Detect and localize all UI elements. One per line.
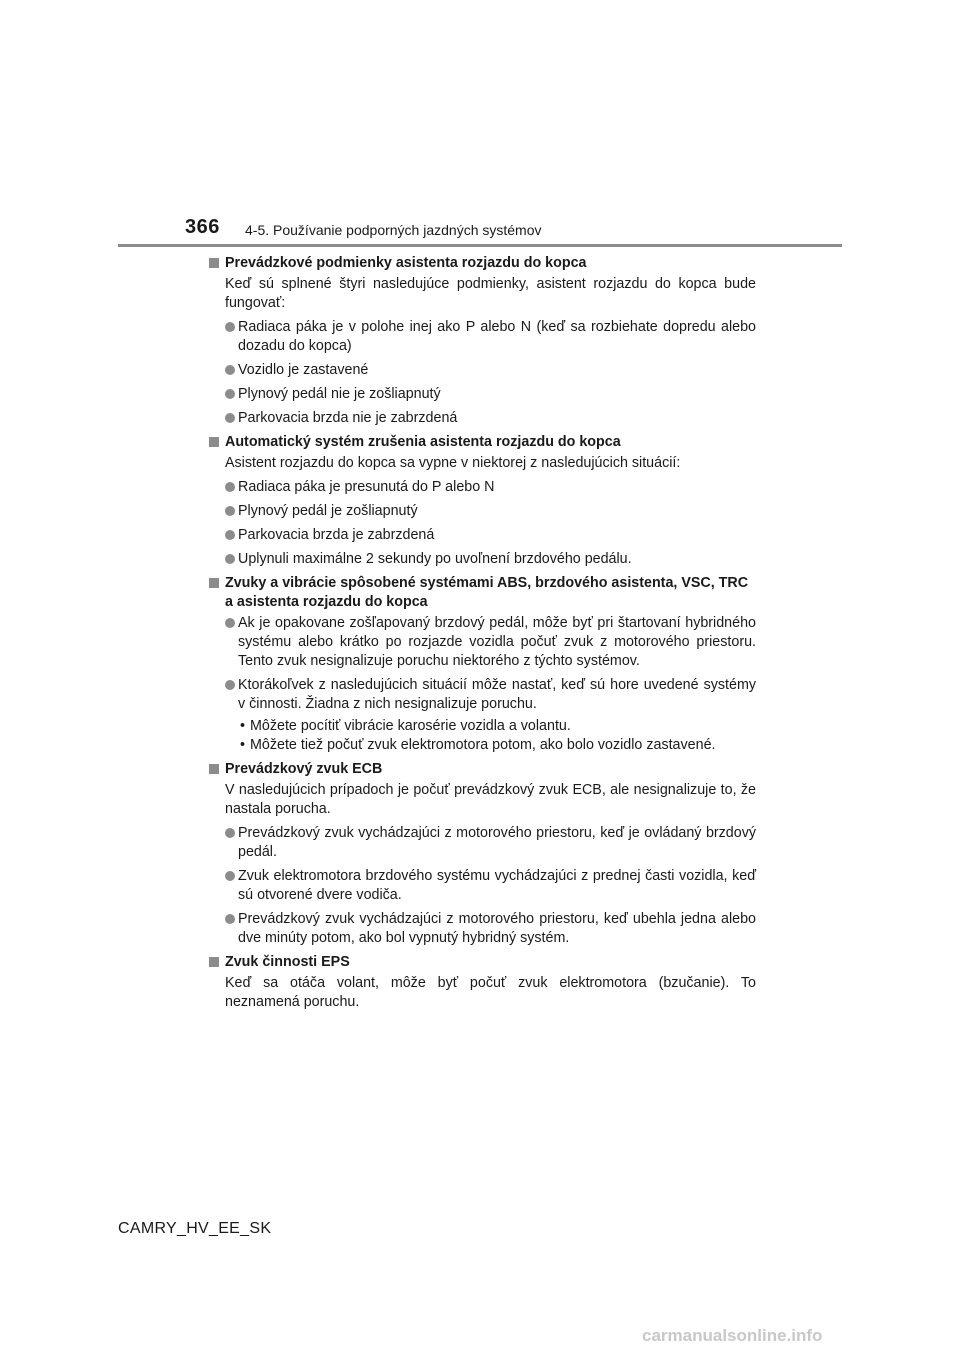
circle-bullet-icon bbox=[225, 914, 235, 924]
list-item: Zvuk elektromotora brzdového systému vychádzajúci z prednej časti vozidla, keď sú otvorené dvere vodiča. bbox=[208, 867, 756, 905]
sub-list-item: • Môžete pocítiť vibrácie karosérie vozidla a volantu. bbox=[240, 718, 571, 734]
page-header bbox=[0, 0, 960, 250]
circle-bullet-icon bbox=[225, 389, 235, 399]
list-item: Radiaca páka je v polohe inej ako P alebo N (keď sa rozbiehate dopredu alebo dozadu do kopca) bbox=[208, 318, 756, 356]
watermark: carmanualsonline.info bbox=[642, 1326, 823, 1345]
section-title: Prevádzkový zvuk ECB bbox=[208, 760, 756, 779]
list-item: Radiaca páka je presunutá do P alebo N bbox=[208, 478, 756, 497]
list-item: Vozidlo je zastavené bbox=[208, 361, 756, 380]
list-item: Prevádzkový zvuk vychádzajúci z motorového priestoru, keď je ovládaný brzdový pedál. bbox=[208, 824, 756, 862]
section-title: Zvuk činnosti EPS bbox=[208, 953, 756, 972]
list-item: Prevádzkový zvuk vychádzajúci z motorového priestoru, keď ubehla jedna alebo dve minúty potom, ako bol vypnutý hybridný systém. bbox=[208, 910, 756, 948]
list-item: Ak je opakovane zošľapovaný brzdový pedál, môže byť pri štartovaní hybridného systému alebo krátko po rozjazde vozidla počuť zvuk z motorového priestoru. Tento zvuk nesignalizuje poruchu niektorého z týchto systémov. bbox=[208, 614, 756, 671]
section-intro: Keď sú splnené štyri nasledujúce podmienky, asistent rozjazdu do kopca bude fungovať: bbox=[225, 276, 756, 311]
list-item: Plynový pedál je zošliapnutý bbox=[208, 502, 756, 521]
square-bullet-icon bbox=[209, 578, 219, 588]
section-intro: V nasledujúcich prípadoch je počuť prevádzkový zvuk ECB, ale nesignalizuje to, že nastala porucha. bbox=[225, 782, 756, 817]
section-title: Prevádzkové podmienky asistenta rozjazdu do kopca bbox=[208, 254, 756, 273]
page-content bbox=[208, 254, 756, 1017]
square-bullet-icon bbox=[209, 258, 219, 268]
section-title: Automatický systém zrušenia asistenta rozjazdu do kopca bbox=[208, 433, 756, 452]
section-intro: Keď sa otáča volant, môže byť počuť zvuk elektromotora (bzučanie). To neznamená poruchu. bbox=[225, 975, 756, 1010]
circle-bullet-icon bbox=[225, 530, 235, 540]
section-hill-start-conditions bbox=[208, 254, 756, 428]
document-code: CAMRY_HV_EE_SK bbox=[118, 1220, 272, 1237]
circle-bullet-icon bbox=[225, 828, 235, 838]
square-bullet-icon bbox=[209, 957, 219, 967]
square-bullet-icon bbox=[209, 437, 219, 447]
circle-bullet-icon bbox=[225, 618, 235, 628]
section-ecb-sound bbox=[208, 760, 756, 948]
list-item: Parkovacia brzda je zabrzdená bbox=[208, 526, 756, 545]
circle-bullet-icon bbox=[225, 554, 235, 564]
circle-bullet-icon bbox=[225, 482, 235, 492]
circle-bullet-icon bbox=[225, 680, 235, 690]
section-eps-sound bbox=[208, 953, 756, 1012]
header-divider bbox=[118, 244, 842, 247]
circle-bullet-icon bbox=[225, 413, 235, 423]
list-item: Plynový pedál nie je zošliapnutý bbox=[208, 385, 756, 404]
circle-bullet-icon bbox=[225, 365, 235, 375]
list-item: Parkovacia brzda nie je zabrzdená bbox=[208, 409, 756, 428]
page-number: 366 bbox=[185, 216, 220, 238]
square-bullet-icon bbox=[209, 764, 219, 774]
circle-bullet-icon bbox=[225, 322, 235, 332]
section-auto-cancel bbox=[208, 433, 756, 569]
section-title: Zvuky a vibrácie spôsobené systémami ABS, brzdového asistenta, VSC, TRC a asistenta rozjazdu do kopca bbox=[208, 574, 756, 612]
list-item: Ktorákoľvek z nasledujúcich situácií môže nastať, keď sú hore uvedené systémy v činnosti. Žiadna z nich nesignalizuje poruchu. bbox=[208, 676, 756, 714]
list-item: Uplynuli maximálne 2 sekundy po uvoľnení brzdového pedálu. bbox=[208, 550, 756, 569]
section-sounds-vibrations bbox=[208, 574, 756, 755]
section-intro: Asistent rozjazdu do kopca sa vypne v niektorej z nasledujúcich situácií: bbox=[225, 455, 681, 471]
chapter-title: 4-5. Používanie podporných jazdných systémov bbox=[245, 222, 542, 238]
circle-bullet-icon bbox=[225, 506, 235, 516]
sub-list-item: • Môžete tiež počuť zvuk elektromotora potom, ako bolo vozidlo zastavené. bbox=[240, 737, 716, 753]
circle-bullet-icon bbox=[225, 871, 235, 881]
sub-list bbox=[208, 717, 756, 755]
